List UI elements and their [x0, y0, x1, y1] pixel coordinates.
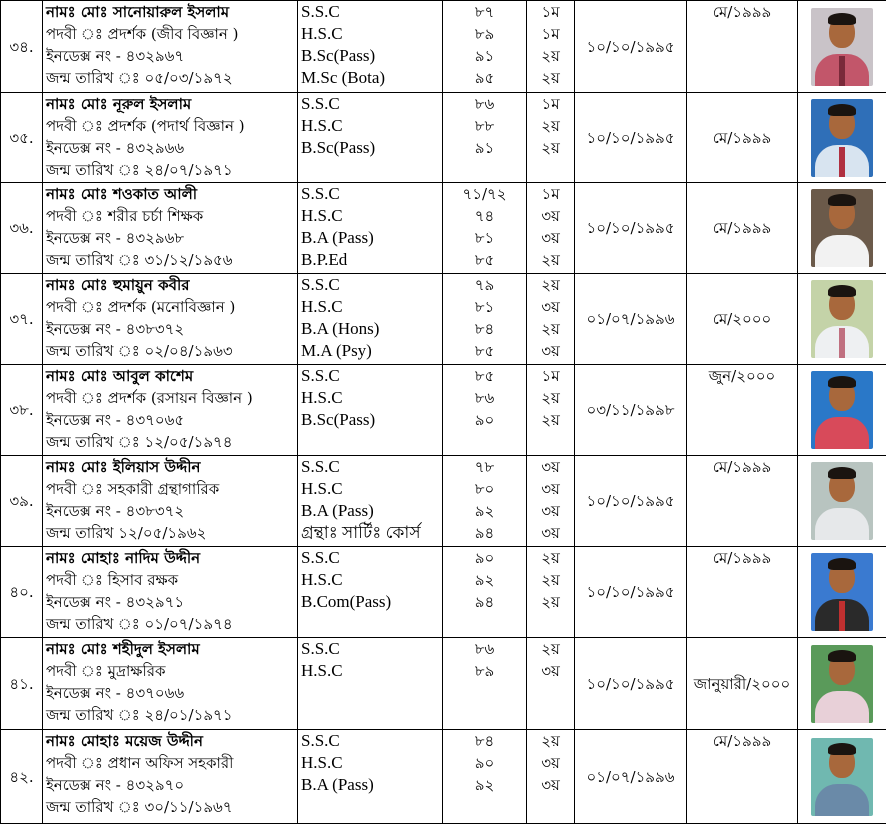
- staff-photo-cell: [798, 274, 886, 365]
- exam-list: [298, 547, 443, 638]
- staff-photo-cell: [798, 638, 886, 730]
- exam-division: ২য়: [527, 569, 574, 591]
- exam-division: ২য়: [527, 409, 574, 431]
- joining-date: ০১/০৭/১৯৯৬: [575, 730, 687, 824]
- exam-marks: ৯১: [443, 137, 526, 159]
- mpo-date: মে/১৯৯৯: [687, 456, 798, 547]
- staff-name: নামঃ মোঃ হুমায়ুন কবীর: [43, 274, 297, 296]
- staff-info: [43, 1, 298, 93]
- division-list: [527, 730, 575, 824]
- staff-name: নামঃ মোঃ শহীদুল ইসলাম: [43, 638, 297, 660]
- exam-name: B.Com(Pass): [298, 591, 442, 613]
- staff-photo: [811, 280, 873, 358]
- exam-division: ৩য়: [527, 478, 574, 500]
- exam-marks: ৯৫: [443, 67, 526, 89]
- exam-name: H.S.C: [298, 296, 442, 318]
- mpo-date: মে/১৯৯৯: [687, 547, 798, 638]
- staff-post: পদবী ঃ সহকারী গ্রন্থাগারিক: [43, 478, 297, 500]
- exam-division: ২য়: [527, 137, 574, 159]
- exam-division: ২য়: [527, 45, 574, 67]
- marks-list: [443, 365, 527, 456]
- exam-name: M.A (Psy): [298, 340, 442, 362]
- joining-date: ০৩/১১/১৯৯৮: [575, 365, 687, 456]
- staff-photo: [811, 553, 873, 631]
- marks-list: [443, 547, 527, 638]
- marks-list: [443, 93, 527, 183]
- exam-name: S.S.C: [298, 93, 442, 115]
- exam-marks: ৭৮: [443, 456, 526, 478]
- exam-name: S.S.C: [298, 274, 442, 296]
- serial-number: ৪০.: [1, 547, 43, 638]
- staff-date-of-birth: জন্ম তারিখ ঃ ০১/০৭/১৯৭৪: [43, 613, 297, 635]
- staff-row: [1, 638, 886, 730]
- exam-marks: ৮৪: [443, 730, 526, 752]
- serial-number: ৩৭.: [1, 274, 43, 365]
- exam-marks: ৯৪: [443, 522, 526, 544]
- staff-photo: [811, 371, 873, 449]
- division-list: [527, 638, 575, 730]
- staff-info: [43, 365, 298, 456]
- exam-list: [298, 730, 443, 824]
- exam-division: ২য়: [527, 547, 574, 569]
- exam-division: ২য়: [527, 387, 574, 409]
- exam-marks: ৯৪: [443, 591, 526, 613]
- exam-marks: ৮৫: [443, 249, 526, 271]
- staff-date-of-birth: জন্ম তারিখ ঃ ১২/০৫/১৯৭৪: [43, 431, 297, 453]
- staff-photo: [811, 645, 873, 723]
- staff-row: [1, 1, 886, 93]
- staff-index-number: ইনডেক্স নং - ৪৩৮৩৭২: [43, 500, 297, 522]
- exam-division: ২য়: [527, 638, 574, 660]
- staff-info: [43, 547, 298, 638]
- staff-name: নামঃ মোঃ আবুল কাশেম: [43, 365, 297, 387]
- exam-list: [298, 638, 443, 730]
- exam-list: [298, 183, 443, 274]
- staff-name: নামঃ মোঃ শওকাত আলী: [43, 183, 297, 205]
- exam-marks: ৯০: [443, 752, 526, 774]
- exam-list: [298, 1, 443, 93]
- staff-info: [43, 730, 298, 824]
- exam-division: ২য়: [527, 730, 574, 752]
- exam-marks: ৭৯: [443, 274, 526, 296]
- exam-marks: ৯১: [443, 45, 526, 67]
- mpo-date: মে/১৯৯৯: [687, 730, 798, 824]
- exam-name: H.S.C: [298, 478, 442, 500]
- marks-list: [443, 1, 527, 93]
- mpo-date: মে/১৯৯৯: [687, 183, 798, 274]
- staff-name: নামঃ মোহাঃ ময়েজ উদ্দীন: [43, 730, 297, 752]
- staff-date-of-birth: জন্ম তারিখ ১২/০৫/১৯৬২: [43, 522, 297, 544]
- joining-date: ১০/১০/১৯৯৫: [575, 93, 687, 183]
- staff-date-of-birth: জন্ম তারিখ ঃ ৩১/১২/১৯৫৬: [43, 249, 297, 271]
- staff-date-of-birth: জন্ম তারিখ ঃ ০৫/০৩/১৯৭২: [43, 67, 297, 89]
- division-list: [527, 93, 575, 183]
- exam-marks: ৮৮: [443, 115, 526, 137]
- staff-post: পদবী ঃ প্রদর্শক (রসায়ন বিজ্ঞান ): [43, 387, 297, 409]
- joining-date: ১০/১০/১৯৯৫: [575, 638, 687, 730]
- exam-division: ১ম: [527, 365, 574, 387]
- mpo-date: জানুয়ারী/২০০০: [687, 638, 798, 730]
- exam-marks: ৮৯: [443, 660, 526, 682]
- staff-name: নামঃ মোঃ ইলিয়াস উদ্দীন: [43, 456, 297, 478]
- exam-name: B.Sc(Pass): [298, 409, 442, 431]
- staff-row: [1, 730, 886, 824]
- staff-photo: [811, 462, 873, 540]
- exam-marks: ৯০: [443, 409, 526, 431]
- marks-list: [443, 456, 527, 547]
- staff-photo-cell: [798, 365, 886, 456]
- staff-index-number: ইনডেক্স নং - ৪৩২৯৬৮: [43, 227, 297, 249]
- division-list: [527, 365, 575, 456]
- exam-name: B.A (Pass): [298, 774, 442, 796]
- mpo-date: মে/১৯৯৯: [687, 93, 798, 183]
- staff-name: নামঃ মোঃ নূরুল ইসলাম: [43, 93, 297, 115]
- exam-name: S.S.C: [298, 456, 442, 478]
- staff-photo-cell: [798, 1, 886, 93]
- joining-date: ০১/০৭/১৯৯৬: [575, 274, 687, 365]
- staff-post: পদবী ঃ প্রদর্শক (জীব বিজ্ঞান ): [43, 23, 297, 45]
- exam-marks: ৮১: [443, 296, 526, 318]
- division-list: [527, 1, 575, 93]
- exam-division: ৩য়: [527, 774, 574, 796]
- staff-index-number: ইনডেক্স নং - ৪৩৮৩৭২: [43, 318, 297, 340]
- exam-name: S.S.C: [298, 547, 442, 569]
- exam-marks: ৮১: [443, 227, 526, 249]
- staff-index-number: ইনডেক্স নং - ৪৩২৯৭১: [43, 591, 297, 613]
- exam-name: H.S.C: [298, 205, 442, 227]
- staff-row: [1, 456, 886, 547]
- exam-marks: ৮৬: [443, 387, 526, 409]
- exam-division: ১ম: [527, 93, 574, 115]
- staff-table-body: [1, 1, 886, 824]
- staff-date-of-birth: জন্ম তারিখ ঃ ০২/০৪/১৯৬৩: [43, 340, 297, 362]
- exam-list: [298, 456, 443, 547]
- marks-list: [443, 183, 527, 274]
- staff-post: পদবী ঃ মুদ্রাক্ষরিক: [43, 660, 297, 682]
- exam-name: B.P.Ed: [298, 249, 442, 271]
- staff-index-number: ইনডেক্স নং - ৪৩২৯৭০: [43, 774, 297, 796]
- staff-row: [1, 547, 886, 638]
- exam-division: ৩য়: [527, 752, 574, 774]
- division-list: [527, 547, 575, 638]
- serial-number: ৩৯.: [1, 456, 43, 547]
- joining-date: ১০/১০/১৯৯৫: [575, 456, 687, 547]
- exam-division: ৩য়: [527, 456, 574, 478]
- staff-row: [1, 365, 886, 456]
- exam-division: ৩য়: [527, 660, 574, 682]
- exam-division: ১ম: [527, 183, 574, 205]
- exam-name: S.S.C: [298, 730, 442, 752]
- exam-division: ৩য়: [527, 227, 574, 249]
- staff-date-of-birth: জন্ম তারিখ ঃ ৩০/১১/১৯৬৭: [43, 796, 297, 818]
- mpo-date: মে/২০০০: [687, 274, 798, 365]
- staff-index-number: ইনডেক্স নং - ৪৩৭০৬৫: [43, 409, 297, 431]
- staff-post: পদবী ঃ প্রদর্শক (পদার্থ বিজ্ঞান ): [43, 115, 297, 137]
- exam-marks: ৭৪: [443, 205, 526, 227]
- staff-photo-cell: [798, 547, 886, 638]
- exam-division: ১ম: [527, 23, 574, 45]
- staff-photo: [811, 8, 873, 86]
- exam-name: H.S.C: [298, 115, 442, 137]
- exam-marks: ৮০: [443, 478, 526, 500]
- exam-name: H.S.C: [298, 569, 442, 591]
- staff-photo-cell: [798, 730, 886, 824]
- exam-division: ৩য়: [527, 500, 574, 522]
- exam-division: ২য়: [527, 274, 574, 296]
- mpo-date: জুন/২০০০: [687, 365, 798, 456]
- staff-post: পদবী ঃ প্রধান অফিস সহকারী: [43, 752, 297, 774]
- exam-name: H.S.C: [298, 23, 442, 45]
- staff-row: [1, 274, 886, 365]
- serial-number: ৪২.: [1, 730, 43, 824]
- staff-photo-cell: [798, 93, 886, 183]
- exam-name: M.Sc (Bota): [298, 67, 442, 89]
- staff-index-number: ইনডেক্স নং - ৪৩২৯৬৭: [43, 45, 297, 67]
- marks-list: [443, 638, 527, 730]
- exam-name: S.S.C: [298, 183, 442, 205]
- exam-name: H.S.C: [298, 752, 442, 774]
- exam-division: ২য়: [527, 318, 574, 340]
- staff-photo: [811, 189, 873, 267]
- exam-marks: ৮৬: [443, 93, 526, 115]
- exam-marks: ৯২: [443, 500, 526, 522]
- exam-marks: ৯২: [443, 774, 526, 796]
- joining-date: ১০/১০/১৯৯৫: [575, 547, 687, 638]
- division-list: [527, 456, 575, 547]
- serial-number: ৩৫.: [1, 93, 43, 183]
- staff-index-number: ইনডেক্স নং - ৪৩২৯৬৬: [43, 137, 297, 159]
- staff-name: নামঃ মোঃ সানোয়ারুল ইসলাম: [43, 1, 297, 23]
- exam-division: ২য়: [527, 249, 574, 271]
- staff-info: [43, 638, 298, 730]
- staff-post: পদবী ঃ হিসাব রক্ষক: [43, 569, 297, 591]
- staff-info: [43, 456, 298, 547]
- exam-list: [298, 93, 443, 183]
- exam-marks: ৮৫: [443, 340, 526, 362]
- exam-list: [298, 274, 443, 365]
- joining-date: ১০/১০/১৯৯৫: [575, 183, 687, 274]
- staff-photo: [811, 99, 873, 177]
- staff-name: নামঃ মোহাঃ নাদিম উদ্দীন: [43, 547, 297, 569]
- exam-name: B.Sc(Pass): [298, 45, 442, 67]
- staff-row: [1, 93, 886, 183]
- exam-marks: ৮৯: [443, 23, 526, 45]
- exam-marks: ৭১/৭২: [443, 183, 526, 205]
- staff-photo: [811, 738, 873, 816]
- joining-date: ১০/১০/১৯৯৫: [575, 1, 687, 93]
- exam-marks: ৯০: [443, 547, 526, 569]
- exam-marks: ৮৬: [443, 638, 526, 660]
- exam-name: H.S.C: [298, 660, 442, 682]
- exam-name: S.S.C: [298, 1, 442, 23]
- exam-division: ১ম: [527, 1, 574, 23]
- exam-name: S.S.C: [298, 365, 442, 387]
- staff-index-number: ইনডেক্স নং - ৪৩৭০৬৬: [43, 682, 297, 704]
- serial-number: ৪১.: [1, 638, 43, 730]
- exam-marks: ৯২: [443, 569, 526, 591]
- staff-date-of-birth: জন্ম তারিখ ঃ ২৪/০১/১৯৭১: [43, 704, 297, 726]
- exam-division: ২য়: [527, 591, 574, 613]
- exam-division: ৩য়: [527, 296, 574, 318]
- staff-post: পদবী ঃ প্রদর্শক (মনোবিজ্ঞান ): [43, 296, 297, 318]
- exam-name: S.S.C: [298, 638, 442, 660]
- staff-post: পদবী ঃ শরীর চর্চা শিক্ষক: [43, 205, 297, 227]
- staff-row: [1, 183, 886, 274]
- division-list: [527, 274, 575, 365]
- exam-marks: ৮৭: [443, 1, 526, 23]
- staff-photo-cell: [798, 456, 886, 547]
- exam-division: ৩য়: [527, 205, 574, 227]
- exam-name: গ্রন্থাঃ সার্টিঃ কোর্স: [298, 522, 442, 544]
- exam-marks: ৮৫: [443, 365, 526, 387]
- marks-list: [443, 274, 527, 365]
- exam-division: ২য়: [527, 67, 574, 89]
- exam-list: [298, 365, 443, 456]
- mpo-date: মে/১৯৯৯: [687, 1, 798, 93]
- exam-name: H.S.C: [298, 387, 442, 409]
- serial-number: ৩৮.: [1, 365, 43, 456]
- exam-name: B.A (Hons): [298, 318, 442, 340]
- exam-division: ৩য়: [527, 340, 574, 362]
- staff-info: [43, 274, 298, 365]
- marks-list: [443, 730, 527, 824]
- serial-number: ৩৪.: [1, 1, 43, 93]
- staff-date-of-birth: জন্ম তারিখ ঃ ২৪/০৭/১৯৭১: [43, 159, 297, 181]
- staff-info: [43, 183, 298, 274]
- exam-marks: ৮৪: [443, 318, 526, 340]
- exam-division: ৩য়: [527, 522, 574, 544]
- division-list: [527, 183, 575, 274]
- exam-name: B.Sc(Pass): [298, 137, 442, 159]
- exam-name: B.A (Pass): [298, 227, 442, 249]
- exam-division: ২য়: [527, 115, 574, 137]
- staff-photo-cell: [798, 183, 886, 274]
- staff-info: [43, 93, 298, 183]
- exam-name: B.A (Pass): [298, 500, 442, 522]
- serial-number: ৩৬.: [1, 183, 43, 274]
